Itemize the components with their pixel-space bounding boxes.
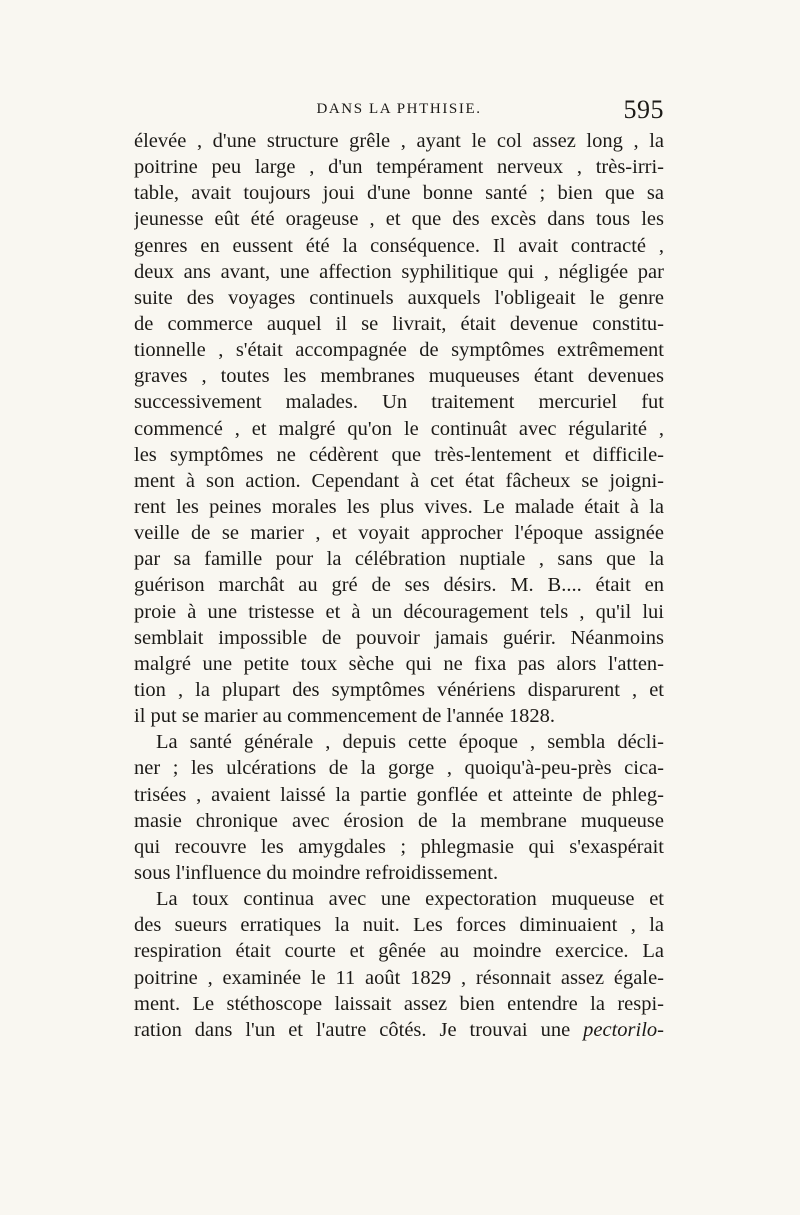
text-line: proie à une tristesse et à un découragement tels , qu'il lui — [134, 600, 664, 623]
text-line: respiration était courte et gênée au moindre exercice. La — [134, 940, 664, 963]
italic-word: pectorilo- — [583, 1018, 664, 1041]
text-line: les symptômes ne cédèrent que très-lentement et difficile- — [134, 443, 664, 466]
text-line: veille de se marier , et voyait approcher l'époque assignée — [134, 522, 664, 545]
text-line: de commerce auquel il se livrait, était devenue constitu- — [134, 312, 664, 335]
paragraph-end-line: il put se marier au commencement de l'année 1828. — [134, 705, 555, 728]
text-line: poitrine peu large , d'un tempérament nerveux , très-irri- — [134, 156, 664, 179]
running-head — [134, 95, 664, 125]
paragraph-start-line: La toux continua avec une expectoration muqueuse et — [156, 888, 664, 911]
text-line: tionnelle , s'était accompagnée de symptômes extrêmement — [134, 339, 664, 362]
text-line: masie chronique avec érosion de la membrane muqueuse — [134, 809, 664, 832]
text-line: table, avait toujours joui d'une bonne santé ; bien que sa — [134, 182, 664, 205]
final-text-line — [134, 1017, 664, 1043]
text-line: jeunesse eût été orageuse , et que des excès dans tous les — [134, 208, 664, 231]
final-line-text: ration dans l'un et l'autre côtés. Je trouvai une — [134, 1018, 571, 1041]
paragraph-end-line: sous l'influence du moindre refroidissement. — [134, 861, 499, 884]
text-line: qui recouvre les amygdales ; phlegmasie qui s'exaspérait — [134, 835, 664, 858]
text-line: par sa famille pour la célébration nuptiale , sans que la — [134, 548, 664, 571]
text-line: poitrine , examinée le 11 août 1829 , résonnait assez égale- — [134, 966, 664, 989]
text-line: guérison marchât au gré de ses désirs. M. B.... était en — [134, 574, 664, 597]
text-line: suite des voyages continuels auxquels l'obligeait le genre — [134, 286, 664, 309]
text-line: rent les peines morales les plus vives. Le malade était à la — [134, 495, 664, 518]
text-line: successivement malades. Un traitement mercuriel fut — [134, 391, 664, 414]
text-line: ment. Le stéthoscope laissait assez bien entendre la respi- — [134, 992, 664, 1015]
text-line: deux ans avant, une affection syphilitique qui , négligée par — [134, 260, 664, 283]
text-line: semblait impossible de pouvoir jamais guérir. Néanmoins — [134, 626, 664, 649]
text-line: graves , toutes les membranes muqueuses étant devenues — [134, 365, 664, 388]
page-number: 595 — [623, 95, 664, 124]
text-line: ment à son action. Cependant à cet état fâcheux se joigni- — [134, 469, 664, 492]
text-line: malgré une petite toux sèche qui ne fixa pas alors l'atten- — [134, 652, 664, 675]
text-line: commencé , et malgré qu'on le continuât avec régularité , — [134, 417, 664, 440]
text-line: élevée , d'une structure grêle , ayant le col assez long , la — [134, 130, 664, 152]
paragraph-start-line: La santé générale , depuis cette époque , sembla décli- — [156, 731, 664, 754]
text-line: des sueurs erratiques la nuit. Les forces diminuaient , la — [134, 914, 664, 937]
body-text — [134, 128, 664, 1043]
running-title: DANS LA PHTHISIE. — [316, 101, 482, 117]
text-line: ner ; les ulcérations de la gorge , quoiqu'à-peu-près cica- — [134, 757, 664, 780]
text-line: tion , la plupart des symptômes vénériens disparurent , et — [134, 678, 664, 701]
text-line: trisées , avaient laissé la partie gonflée et atteinte de phleg- — [134, 783, 664, 806]
text-line: genres en eussent été la conséquence. Il avait contracté , — [134, 234, 664, 257]
